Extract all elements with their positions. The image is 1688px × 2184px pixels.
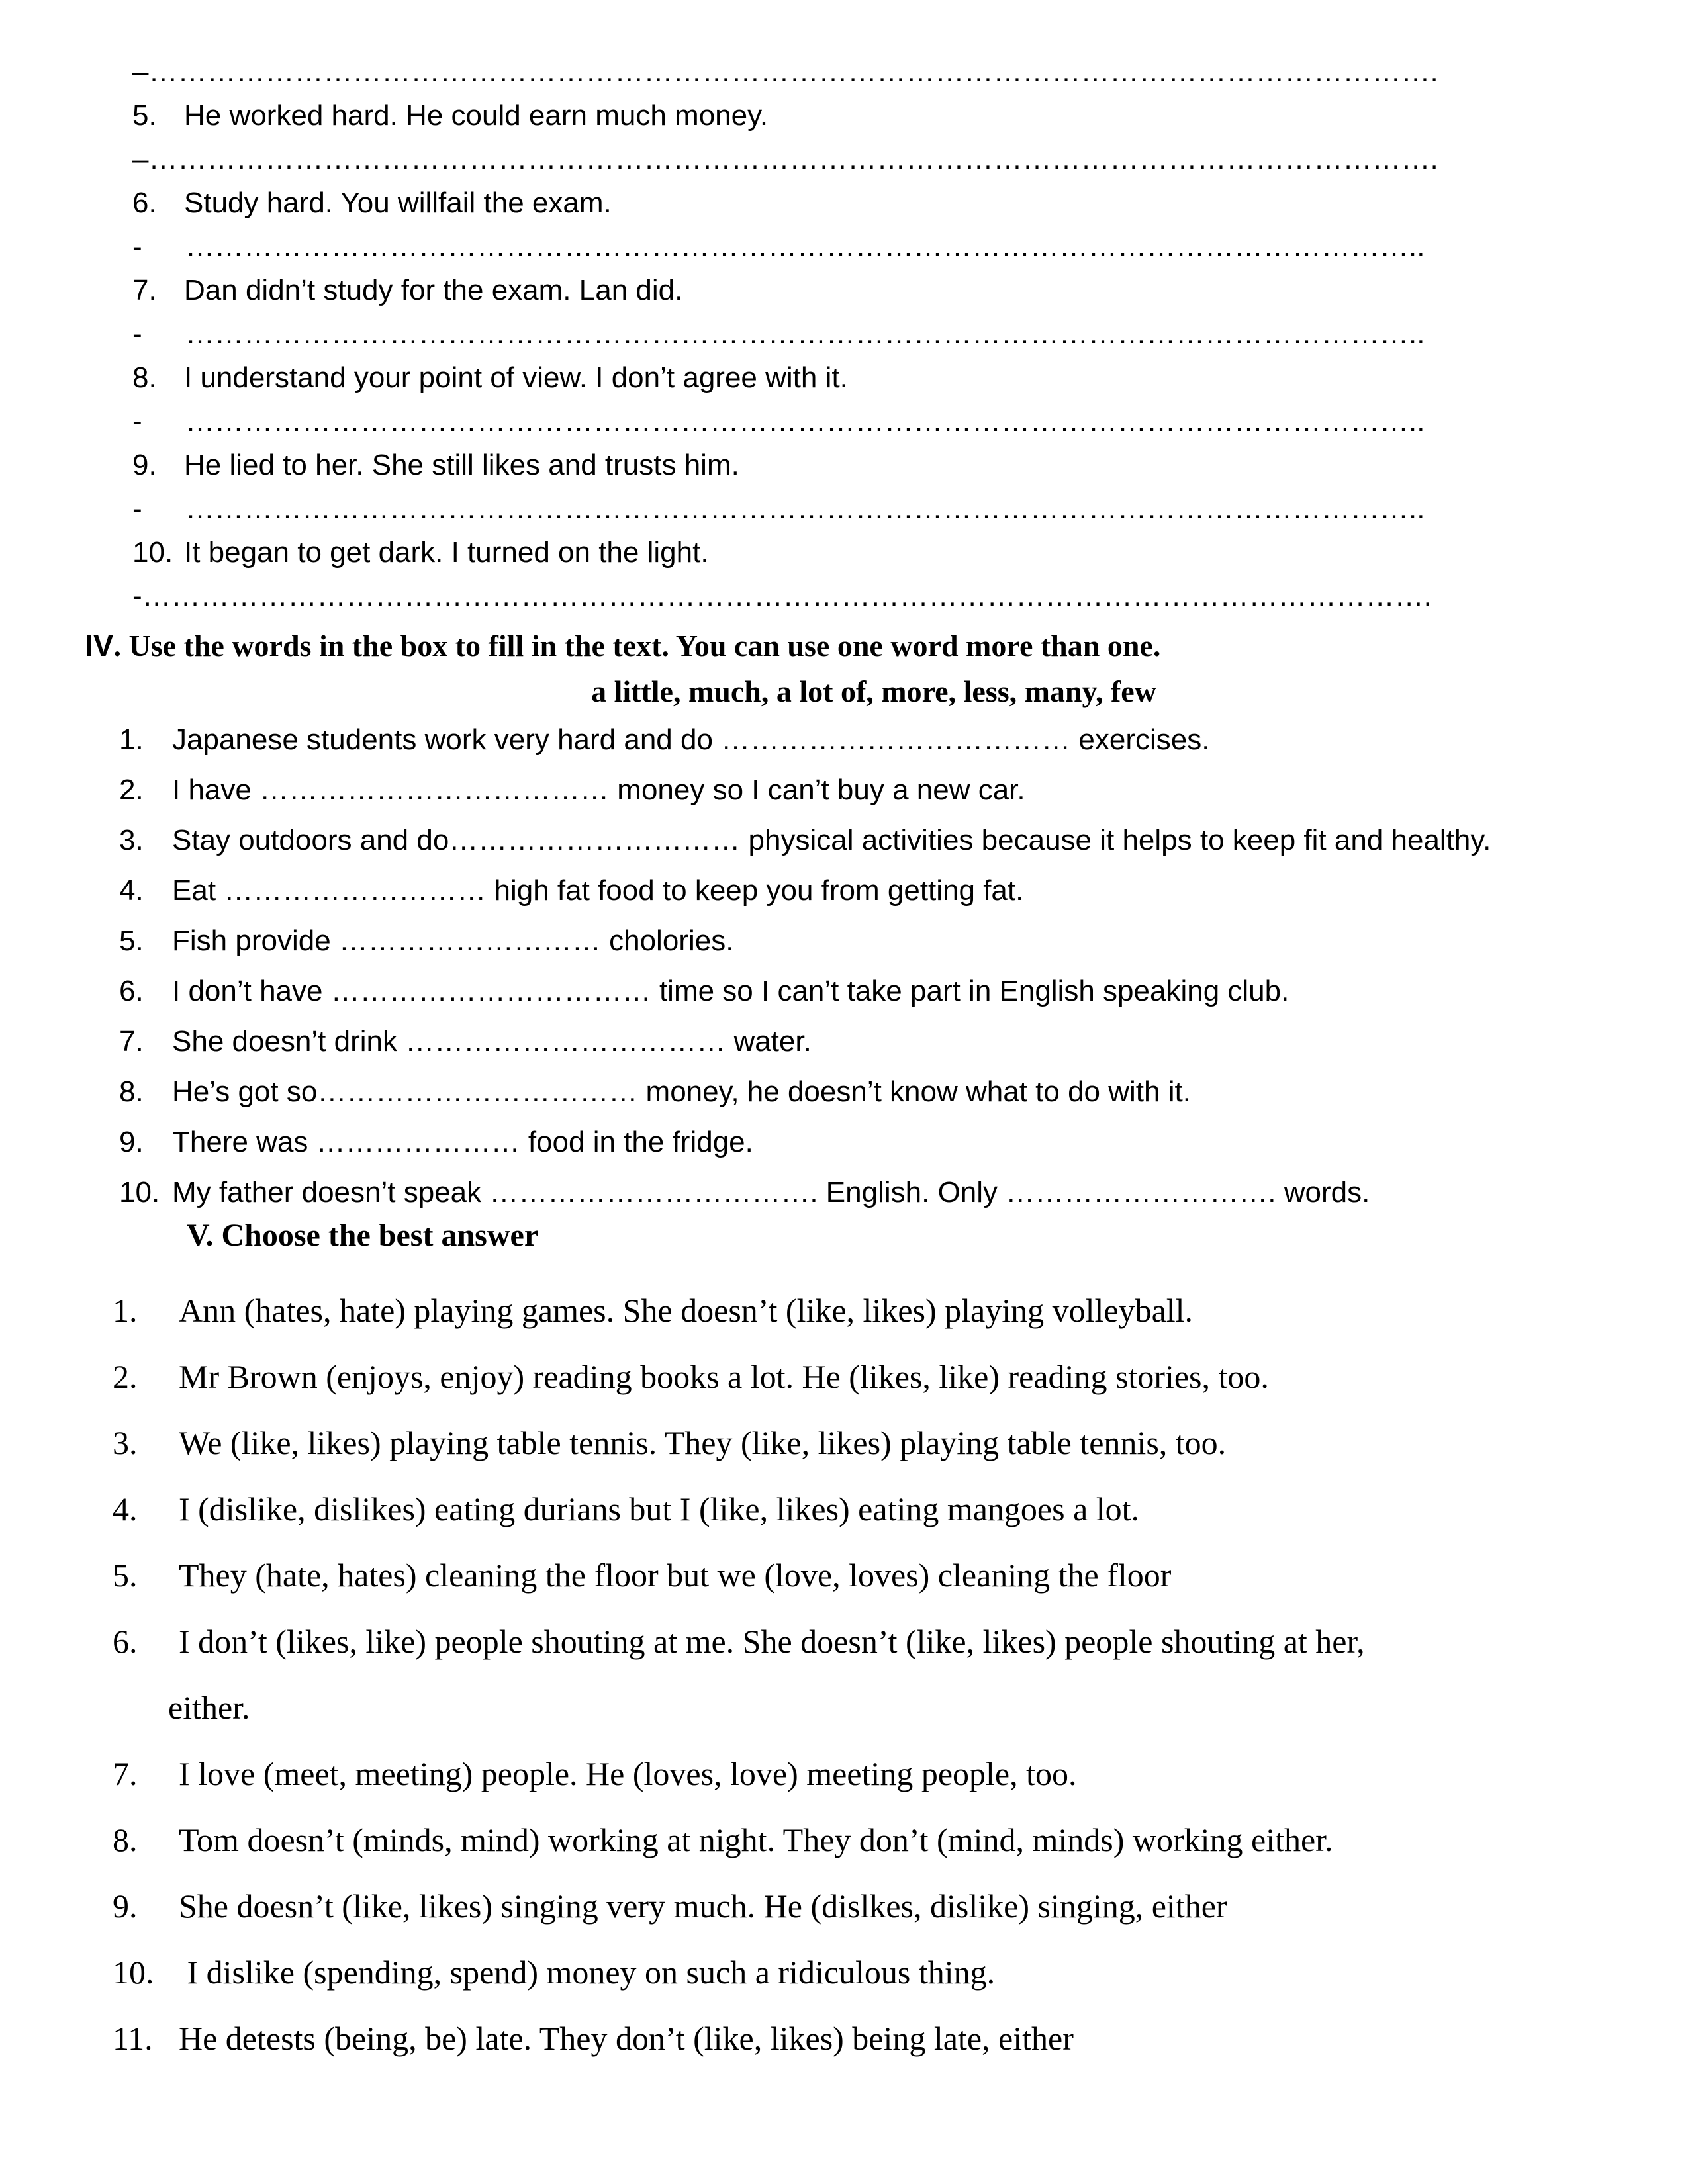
answer-dots: ……………………………………………………………………………………………………………………. — [148, 143, 1438, 175]
item-text: It began to get dark. I turned on the light. — [184, 536, 709, 569]
item-number: 2. — [119, 774, 144, 806]
item-number: 11. — [113, 2020, 153, 2057]
answer-dots: ……………………………………………………………………………………………………………….. — [185, 318, 1425, 350]
item-number: 8. — [119, 1075, 144, 1108]
item-number: 7. — [132, 274, 157, 306]
item-text: Mr Brown (enjoys, enjoy) reading books a lot. He (likes, like) reading stories, too. — [179, 1358, 1269, 1395]
item-text: They (hate, hates) cleaning the floor but we (love, loves) cleaning the floor — [179, 1557, 1172, 1594]
item-number: 10. — [119, 1176, 160, 1208]
answer-line — [132, 490, 1589, 528]
item-text: There was ………………… food in the fridge. — [172, 1126, 753, 1158]
item-text: She doesn’t drink …………………………… water. — [172, 1025, 812, 1058]
answer-prefix: – — [132, 143, 149, 175]
item-text: Fish provide ……………………… cholories. — [172, 925, 734, 957]
item-number: 10. — [113, 1954, 154, 1991]
answer-line — [132, 53, 1589, 91]
fill-in-list — [119, 715, 1642, 1218]
list-item — [113, 2005, 1635, 2071]
answer-dots: ……………………………………………………………………………………………………………….. — [185, 230, 1425, 263]
item-text: He detests (being, be) late. They don’t (like, likes) being late, either — [179, 2020, 1074, 2057]
list-item — [113, 1476, 1635, 1542]
item-text: I love (meet, meeting) people. He (loves, love) meeting people, too. — [179, 1755, 1077, 1792]
choose-answer-list — [113, 1277, 1635, 2071]
answer-prefix: - — [132, 230, 142, 263]
item-text: I (dislike, dislikes) eating durians but I (like, likes) eating mangoes a lot. — [179, 1490, 1140, 1527]
answer-line — [132, 577, 1589, 615]
list-item — [119, 1017, 1642, 1067]
sentence-item — [132, 179, 1589, 228]
item-number: 5. — [132, 99, 157, 132]
item-number: 9. — [132, 449, 157, 481]
item-number: 8. — [132, 361, 157, 394]
list-item — [119, 765, 1642, 815]
answer-dots: ……………………………………………………………………………………………………………………. — [142, 580, 1432, 612]
section-iv-numeral: IV — [85, 628, 114, 662]
sentence-item — [132, 266, 1589, 315]
list-item — [119, 715, 1642, 765]
item-number: 5. — [119, 925, 144, 957]
item-number: 5. — [113, 1557, 138, 1594]
list-item — [119, 1167, 1642, 1218]
list-item-continuation — [113, 1674, 1635, 1741]
sentence-joining-continuation — [132, 53, 1589, 615]
item-text: She doesn’t (like, likes) singing very much. He (dislkes, dislike) singing, either — [179, 1888, 1227, 1925]
item-number: 1. — [119, 723, 144, 756]
item-number: 7. — [113, 1755, 138, 1792]
list-item — [113, 1410, 1635, 1476]
word-box: a little, much, a lot of, more, less, many, few — [591, 674, 1156, 708]
list-item — [119, 815, 1642, 866]
item-text: Stay outdoors and do………………………… physical activities because it helps to keep fit and healthy. — [172, 824, 1491, 856]
item-number: 4. — [113, 1490, 138, 1527]
item-text: Study hard. You willfail the exam. — [184, 187, 612, 219]
sentence-item — [132, 528, 1589, 577]
item-number: 6. — [119, 975, 144, 1007]
answer-dots: ……………………………………………………………………………………………………………….. — [185, 492, 1425, 525]
list-item — [119, 916, 1642, 966]
item-text: Ann (hates, hate) playing games. She doesn’t (like, likes) playing volleyball. — [179, 1292, 1194, 1329]
item-text: He worked hard. He could earn much money. — [184, 99, 769, 132]
item-number: 7. — [119, 1025, 144, 1058]
item-text: Japanese students work very hard and do ……………………………… exercises. — [172, 723, 1210, 756]
list-item — [119, 1067, 1642, 1117]
item-number: 9. — [119, 1126, 144, 1158]
answer-prefix: - — [132, 318, 142, 350]
answer-line — [132, 315, 1589, 353]
answer-line — [132, 140, 1589, 179]
list-item — [113, 1542, 1635, 1608]
answer-line — [132, 402, 1589, 441]
list-item — [119, 966, 1642, 1017]
item-number: 9. — [113, 1888, 138, 1925]
item-text: Dan didn’t study for the exam. Lan did. — [184, 274, 683, 306]
item-text: Eat ……………………… high fat food to keep you from getting fat. — [172, 874, 1024, 907]
list-item — [119, 1117, 1642, 1167]
item-number: 10. — [132, 536, 173, 569]
list-item — [113, 1939, 1635, 2005]
item-text: I have ……………………………… money so I can’t buy a new car. — [172, 774, 1025, 806]
section-iv-heading — [85, 622, 1607, 668]
item-number: 6. — [113, 1623, 138, 1660]
answer-prefix: - — [132, 405, 142, 437]
item-text: I dislike (spending, spend) money on such a ridiculous thing. — [179, 1954, 996, 1991]
item-text-wrap: either. — [168, 1689, 250, 1726]
item-text: I don’t (likes, like) people shouting at me. She doesn’t (like, likes) people shouting at her, — [179, 1623, 1365, 1660]
sentence-item — [132, 441, 1589, 490]
item-number: 4. — [119, 874, 144, 907]
answer-prefix: - — [132, 492, 142, 525]
list-item — [113, 1608, 1635, 1674]
answer-dots: ……………………………………………………………………………………………………………………. — [148, 56, 1438, 88]
item-text: I understand your point of view. I don’t agree with it. — [184, 361, 848, 394]
item-text: We (like, likes) playing table tennis. They (like, likes) playing table tennis, too. — [179, 1424, 1227, 1461]
item-number: 1. — [113, 1292, 138, 1329]
item-text: My father doesn’t speak ……………………………. English. Only ………………………. words. — [172, 1176, 1370, 1208]
item-number: 2. — [113, 1358, 138, 1395]
item-text: Tom doesn’t (minds, mind) working at night. They don’t (mind, minds) working either. — [179, 1821, 1333, 1858]
answer-prefix: - — [132, 580, 142, 612]
item-number: 8. — [113, 1821, 138, 1858]
list-item — [113, 1741, 1635, 1807]
item-number: 3. — [119, 824, 144, 856]
item-number: 3. — [113, 1424, 138, 1461]
list-item — [113, 1277, 1635, 1343]
list-item — [113, 1343, 1635, 1410]
item-text: He’s got so…………………………… money, he doesn’t know what to do with it. — [172, 1075, 1191, 1108]
section-v-heading: V. Choose the best answer — [187, 1218, 539, 1253]
sentence-item — [132, 353, 1589, 402]
answer-dots: ……………………………………………………………………………………………………………….. — [185, 405, 1425, 437]
section-iv-instruction: . Use the words in the box to fill in the text. You can use one word more than one. — [113, 629, 1161, 662]
item-number: 6. — [132, 187, 157, 219]
list-item — [113, 1873, 1635, 1939]
answer-prefix: – — [132, 56, 149, 88]
item-text: I don’t have …………………………… time so I can’t take part in English speaking club. — [172, 975, 1289, 1007]
sentence-item — [132, 91, 1589, 140]
answer-line — [132, 228, 1589, 266]
list-item — [113, 1807, 1635, 1873]
list-item — [119, 866, 1642, 916]
item-text: He lied to her. She still likes and trusts him. — [184, 449, 739, 481]
